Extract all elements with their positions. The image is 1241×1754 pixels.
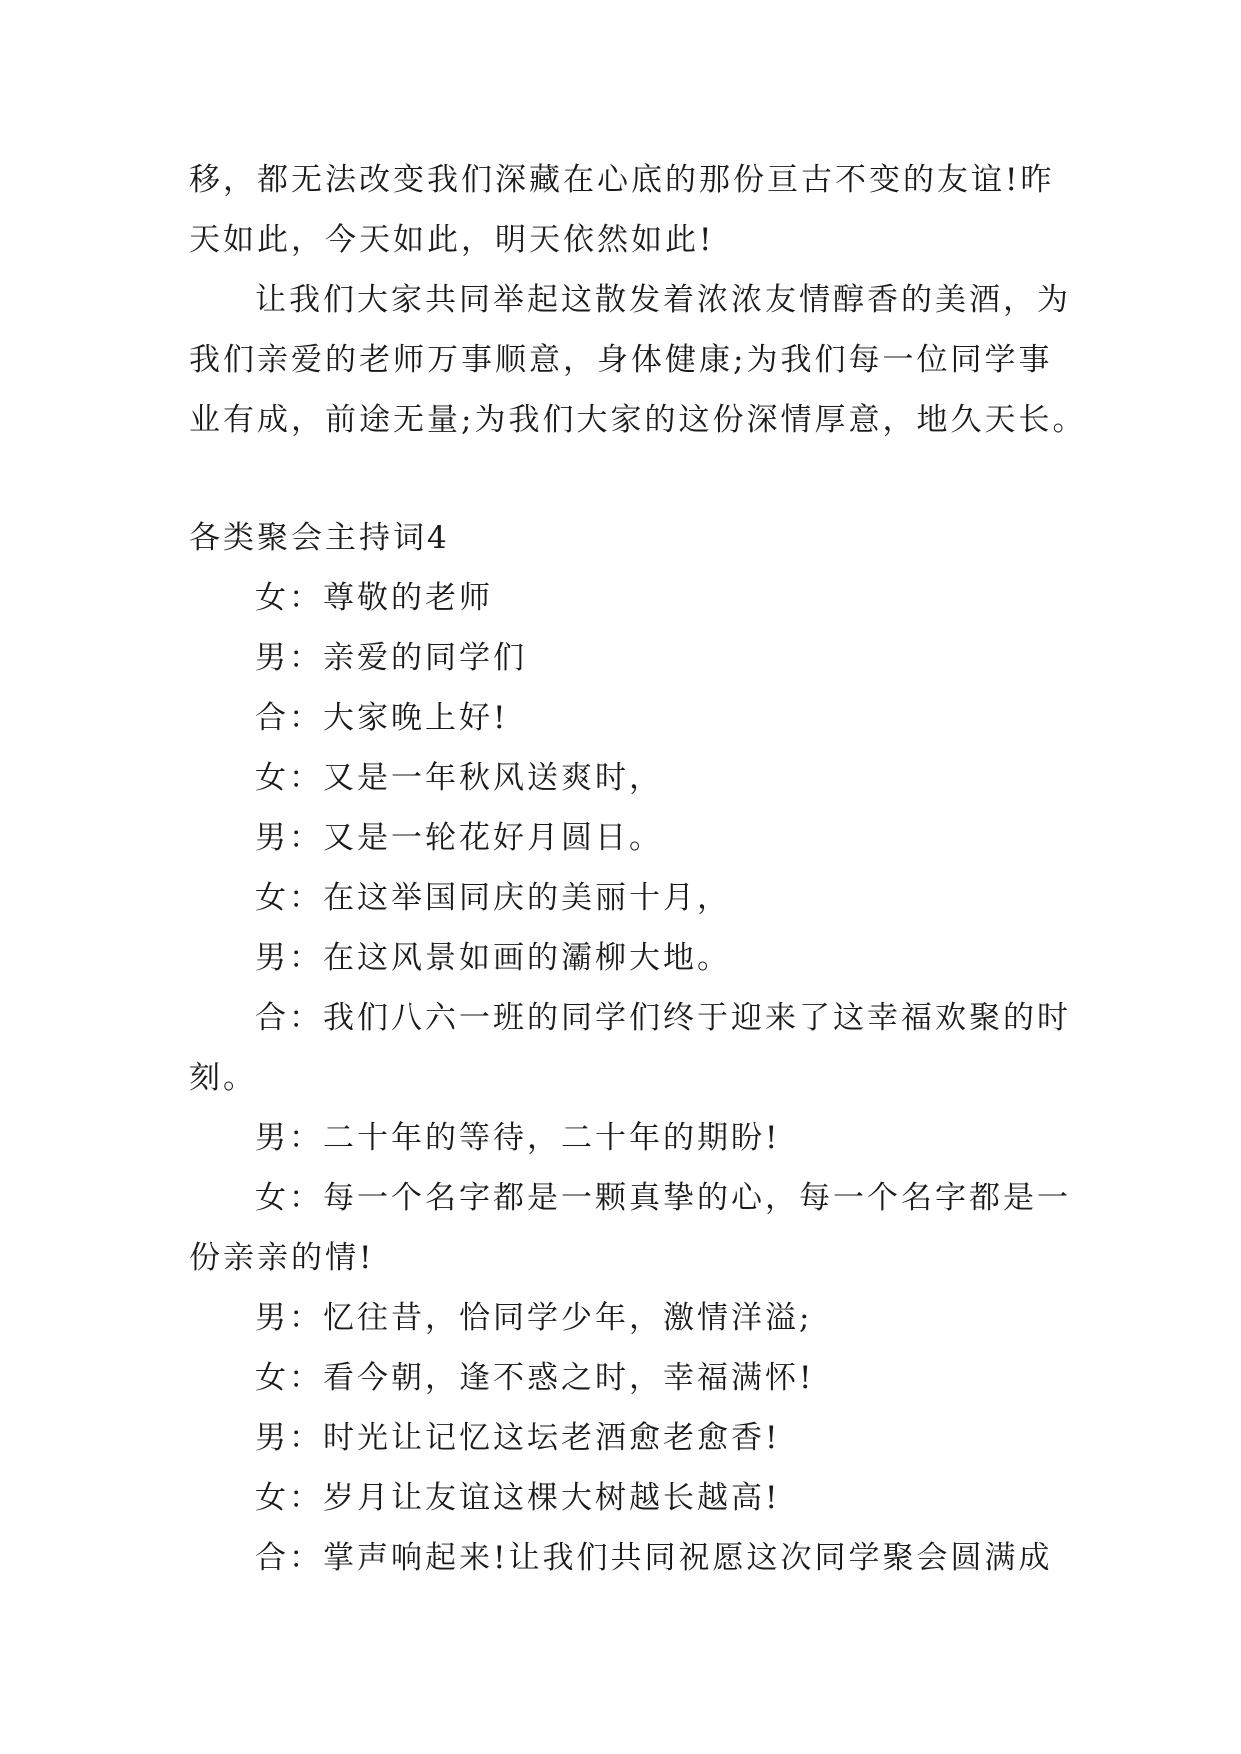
dialogue-line: 男：时光让记忆这坛老酒愈老愈香! — [255, 1420, 781, 1456]
dialogue-line: 合：我们八六一班的同学们终于迎来了这幸福欢聚的时 — [255, 1000, 1071, 1036]
dialogue-line: 男：二十年的等待，二十年的期盼! — [255, 1120, 781, 1156]
text-line: 我们亲爱的老师万事顺意，身体健康;为我们每一位同学事 — [189, 342, 1053, 378]
dialogue-line: 合：大家晚上好! — [255, 700, 509, 736]
text-line: 业有成，前途无量;为我们大家的这份深情厚意，地久天长。 — [189, 402, 1087, 438]
text-line: 移，都无法改变我们深藏在心底的那份亘古不变的友谊!昨 — [189, 162, 1055, 198]
dialogue-line: 男：忆往昔，恰同学少年，激情洋溢; — [255, 1300, 813, 1336]
dialogue-line: 女：在这举国同庆的美丽十月， — [255, 880, 731, 916]
dialogue-line: 份亲亲的情! — [189, 1240, 375, 1276]
dialogue-line: 合：掌声响起来!让我们共同祝愿这次同学聚会圆满成 — [255, 1540, 1053, 1576]
paragraph-toast — [189, 270, 1087, 450]
dialogue-line: 男：在这风景如画的灞柳大地。 — [255, 940, 731, 976]
dialogue-line: 男：亲爱的同学们 — [255, 640, 527, 676]
dialogue-line: 刻。 — [189, 1060, 257, 1096]
text-line: 天如此，今天如此，明天依然如此! — [189, 222, 715, 258]
dialogue-line: 女：看今朝，逢不惑之时，幸福满怀! — [255, 1360, 815, 1396]
section-title: 各类聚会主持词4 — [189, 520, 450, 556]
paragraph-continuation — [189, 150, 1055, 270]
dialogue-line: 女：尊敬的老师 — [255, 580, 493, 616]
dialogue-line: 女：又是一年秋风送爽时， — [255, 760, 663, 796]
text-line: 让我们大家共同举起这散发着浓浓友情醇香的美酒，为 — [255, 282, 1071, 318]
document-page — [189, 150, 1087, 1588]
dialogue-line: 女：每一个名字都是一颗真挚的心，每一个名字都是一 — [255, 1180, 1071, 1216]
dialogue-line: 男：又是一轮花好月圆日。 — [255, 820, 663, 856]
dialogue-line: 女：岁月让友谊这棵大树越长越高! — [255, 1480, 781, 1516]
dialogue-block — [189, 568, 1071, 1588]
